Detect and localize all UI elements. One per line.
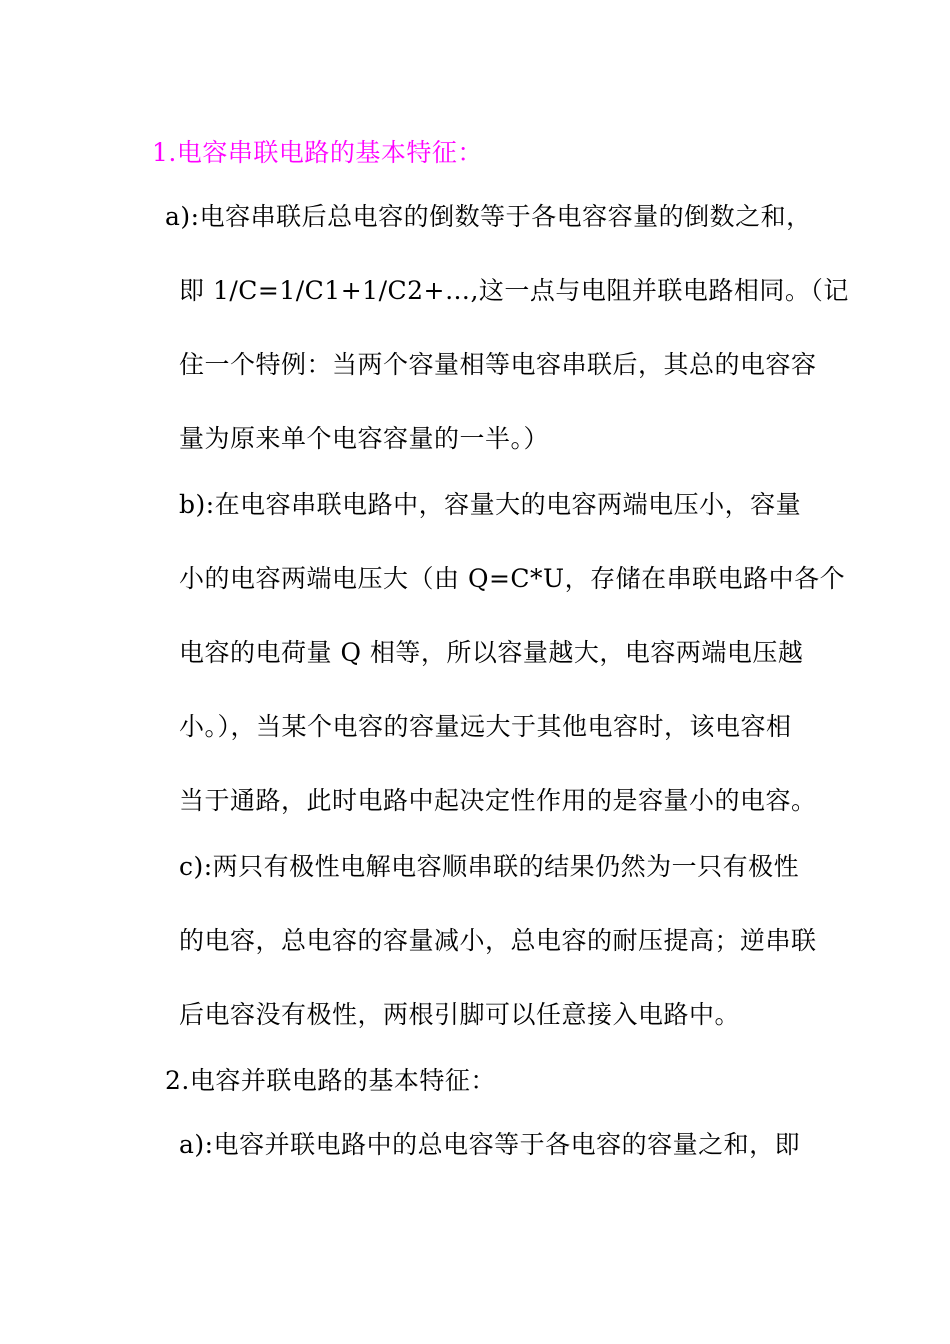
section-2-a-line-1: a):电容并联电路中的总电容等于各电容的容量之和，即 — [179, 1130, 801, 1159]
section-1-a-line-3: 住一个特例：当两个容量相等电容串联后，其总的电容容 — [179, 350, 817, 379]
section-1-heading: 1.电容串联电路的基本特征： — [152, 138, 483, 167]
section-1-b-line-2: 小的电容两端电压大（由 Q=C*U，存储在串联电路中各个 — [179, 564, 846, 593]
section-1-c-line-1: c):两只有极性电解电容顺串联的结果仍然为一只有极性 — [179, 852, 800, 881]
section-1-a-line-2: 即 1/C=1/C1+1/C2+…,这一点与电阻并联电路相同。（记 — [179, 276, 849, 305]
section-1-c-line-3: 后电容没有极性，两根引脚可以任意接入电路中。 — [179, 1000, 741, 1029]
section-1-c-line-2: 的电容，总电容的容量减小，总电容的耐压提高；逆串联 — [179, 926, 817, 955]
section-1-a-line-1: a):电容串联后总电容的倒数等于各电容容量的倒数之和， — [165, 202, 812, 231]
section-1-a-line-4: 量为原来单个电容容量的一半。） — [179, 424, 550, 453]
section-1-b-line-1: b):在电容串联电路中，容量大的电容两端电压小，容量 — [179, 490, 802, 519]
section-2-heading: 2.电容并联电路的基本特征： — [165, 1066, 496, 1095]
section-1-b-line-5: 当于通路，此时电路中起决定性作用的是容量小的电容。 — [179, 786, 817, 815]
section-1-b-line-3: 电容的电荷量 Q 相等，所以容量越大，电容两端电压越 — [179, 638, 804, 667]
section-1-b-line-4: 小。），当某个电容的容量远大于其他电容时，该电容相 — [179, 712, 792, 741]
